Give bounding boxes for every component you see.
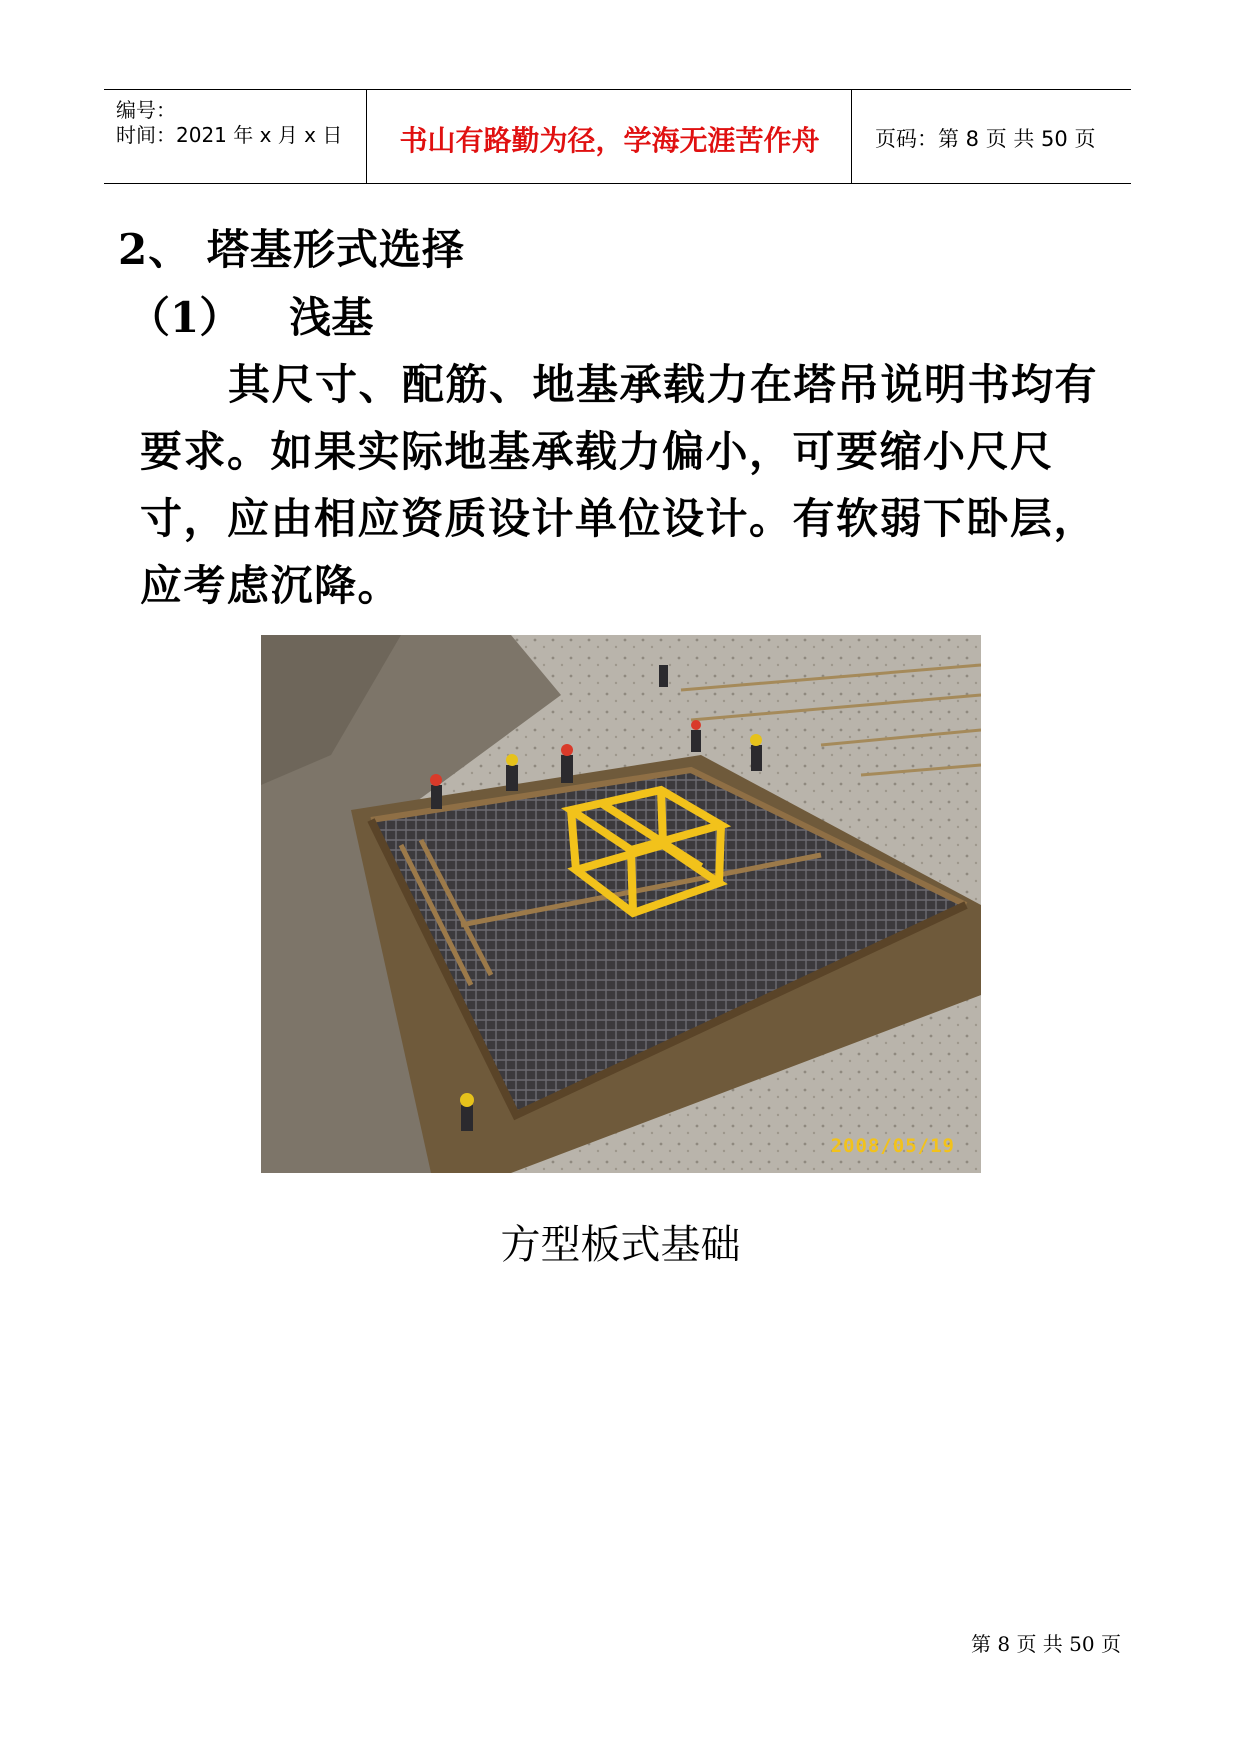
- subsection-title: 浅基: [289, 293, 374, 342]
- foundation-photo-illustration: [261, 635, 981, 1173]
- header-motto: 书山有路勤为径，学海无涯苦作舟: [399, 124, 820, 157]
- header-motto-cell: [368, 90, 852, 183]
- subsection-number: （1）: [128, 293, 242, 342]
- page-header: [104, 89, 1131, 184]
- body-paragraph: 其尺寸、配筋、地基承载力在塔吊说明书均有要求。如果实际地基承载力偏小，可要缩小尺尺寸，应由相应资质设计单位设计。有软弱下卧层，应考虑沉降。: [140, 360, 1099, 610]
- subsection-heading: [128, 285, 373, 345]
- header-page-cell: [864, 90, 1131, 183]
- document-time-label: 时间：2021 年 x 月 x 日: [116, 123, 343, 147]
- foundation-photo: [261, 635, 981, 1173]
- document-number-label: 编号：: [116, 98, 176, 122]
- header-left-cell: [104, 90, 367, 183]
- figure-caption: 方型板式基础: [500, 1222, 741, 1268]
- photo-date-stamp: 2008/05/19: [830, 1135, 955, 1157]
- header-page-code: 页码：第 8 页 共 50 页: [875, 127, 1096, 151]
- section-title: 2、 塔基形式选择: [118, 225, 465, 274]
- page-footer: 第 8 页 共 50 页: [971, 1632, 1121, 1656]
